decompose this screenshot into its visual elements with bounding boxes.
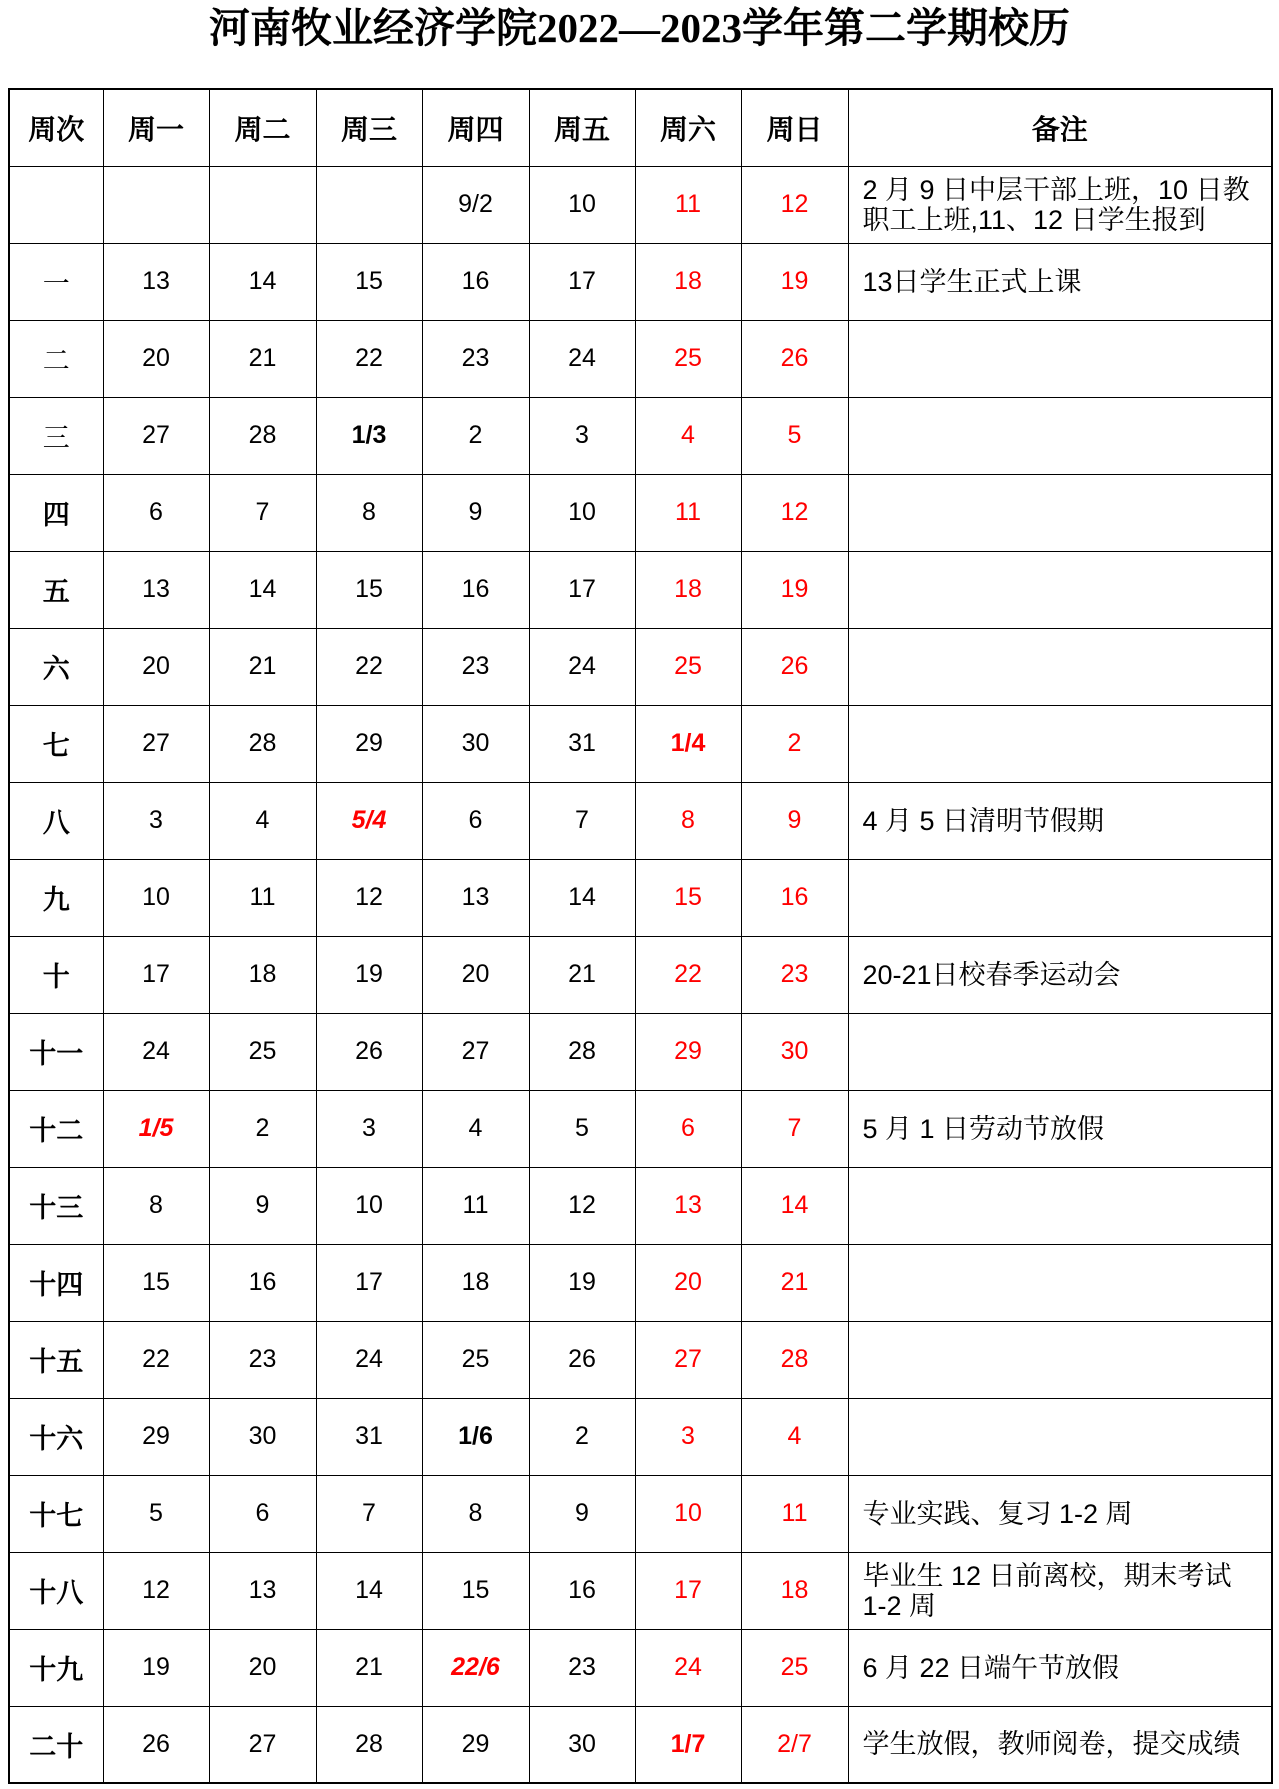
day-cell-mon: 15 [103,1244,209,1321]
day-cell-wed: 14 [316,1552,422,1629]
day-cell-thu: 16 [422,551,529,628]
day-cell-mon: 3 [103,782,209,859]
remark-cell: 2 月 9 日中层干部上班，10 日教职工上班,11、12 日学生报到 [848,166,1272,243]
remark-cell: 13日学生正式上课 [848,243,1272,320]
page-title: 河南牧业经济学院2022—2023学年第二学期校历 [209,5,1070,51]
header-sun: 周日 [741,89,848,166]
day-cell-thu: 2 [422,397,529,474]
day-cell-mon: 27 [103,397,209,474]
day-cell-mon: 19 [103,1629,209,1706]
day-cell-tue: 25 [209,1013,316,1090]
remark-cell [848,397,1272,474]
day-cell-wed: 31 [316,1398,422,1475]
day-cell-sun: 4 [741,1398,848,1475]
day-cell-mon: 20 [103,320,209,397]
day-cell-thu: 22/6 [422,1629,529,1706]
day-cell-tue: 27 [209,1706,316,1783]
day-cell-tue: 4 [209,782,316,859]
week-number-cell: 十四 [9,1244,103,1321]
week-row [9,1090,1272,1167]
day-cell-sun: 5 [741,397,848,474]
day-cell-fri: 3 [529,397,635,474]
day-cell-sat: 20 [635,1244,741,1321]
day-cell-mon: 13 [103,243,209,320]
remark-cell: 学生放假，教师阅卷，提交成绩 [848,1706,1272,1783]
day-cell-fri: 17 [529,243,635,320]
day-cell-mon: 13 [103,551,209,628]
week-number-cell: 十二 [9,1090,103,1167]
week-row [9,859,1272,936]
day-cell-sat: 18 [635,551,741,628]
week-row [9,1706,1272,1783]
day-cell-fri: 10 [529,474,635,551]
day-cell-sun: 12 [741,474,848,551]
week-number-cell: 九 [9,859,103,936]
day-cell-sun: 11 [741,1475,848,1552]
day-cell-fri: 7 [529,782,635,859]
day-cell-tue: 20 [209,1629,316,1706]
day-cell-sat: 10 [635,1475,741,1552]
day-cell-wed: 3 [316,1090,422,1167]
day-cell-mon: 6 [103,474,209,551]
day-cell-fri: 24 [529,628,635,705]
day-cell-thu: 30 [422,705,529,782]
day-cell-sat: 25 [635,628,741,705]
header-tue: 周二 [209,89,316,166]
day-cell-wed: 7 [316,1475,422,1552]
day-cell-mon: 29 [103,1398,209,1475]
day-cell-tue: 6 [209,1475,316,1552]
day-cell-wed: 17 [316,1244,422,1321]
remark-cell: 毕业生 12 日前离校，期末考试 1-2 周 [848,1552,1272,1629]
week-number-cell: 十一 [9,1013,103,1090]
header-mon: 周一 [103,89,209,166]
day-cell-wed: 19 [316,936,422,1013]
header-remark: 备注 [848,89,1272,166]
day-cell-mon: 20 [103,628,209,705]
day-cell-wed: 28 [316,1706,422,1783]
day-cell-wed: 12 [316,859,422,936]
day-cell-thu: 8 [422,1475,529,1552]
day-cell-tue: 2 [209,1090,316,1167]
day-cell-thu: 18 [422,1244,529,1321]
week-row [9,243,1272,320]
day-cell-fri: 26 [529,1321,635,1398]
day-cell-sat: 24 [635,1629,741,1706]
day-cell-wed: 26 [316,1013,422,1090]
day-cell-sun: 25 [741,1629,848,1706]
week-number-cell: 五 [9,551,103,628]
day-cell-mon: 26 [103,1706,209,1783]
day-cell-sat: 4 [635,397,741,474]
remark-cell: 专业实践、复习 1-2 周 [848,1475,1272,1552]
remark-cell [848,1167,1272,1244]
day-cell-sun: 16 [741,859,848,936]
remark-cell [848,628,1272,705]
week-number-cell: 十九 [9,1629,103,1706]
day-cell-sun: 21 [741,1244,848,1321]
day-cell-sun: 28 [741,1321,848,1398]
remark-cell [848,1244,1272,1321]
day-cell-sun: 19 [741,243,848,320]
day-cell-mon: 10 [103,859,209,936]
day-cell-sat: 1/7 [635,1706,741,1783]
day-cell-sat: 15 [635,859,741,936]
day-cell-sun: 2 [741,705,848,782]
day-cell-thu: 9/2 [422,166,529,243]
day-cell-thu: 23 [422,320,529,397]
week-row [9,474,1272,551]
week-row [9,628,1272,705]
day-cell-thu: 6 [422,782,529,859]
week-number-cell [9,166,103,243]
day-cell-sat: 29 [635,1013,741,1090]
day-cell-sat: 22 [635,936,741,1013]
day-cell-fri: 30 [529,1706,635,1783]
week-row [9,1398,1272,1475]
day-cell-sat: 13 [635,1167,741,1244]
day-cell-mon [103,166,209,243]
week-row [9,1552,1272,1629]
week-row [9,1167,1272,1244]
day-cell-sat: 17 [635,1552,741,1629]
week-number-cell: 十七 [9,1475,103,1552]
header-fri: 周五 [529,89,635,166]
header-week: 周次 [9,89,103,166]
day-cell-sat: 11 [635,166,741,243]
week-row [9,1475,1272,1552]
day-cell-sun: 26 [741,628,848,705]
day-cell-thu: 11 [422,1167,529,1244]
day-cell-tue: 28 [209,705,316,782]
week-number-cell: 三 [9,397,103,474]
day-cell-sat: 8 [635,782,741,859]
remark-cell: 20-21日校春季运动会 [848,936,1272,1013]
school-calendar-table [8,88,1273,1784]
day-cell-sun: 2/7 [741,1706,848,1783]
week-row [9,551,1272,628]
day-cell-fri: 14 [529,859,635,936]
day-cell-fri: 10 [529,166,635,243]
week-row [9,320,1272,397]
day-cell-sun: 26 [741,320,848,397]
day-cell-wed: 15 [316,243,422,320]
remark-cell: 4 月 5 日清明节假期 [848,782,1272,859]
day-cell-tue: 21 [209,320,316,397]
day-cell-mon: 27 [103,705,209,782]
day-cell-wed: 21 [316,1629,422,1706]
remark-cell [848,320,1272,397]
day-cell-sun: 14 [741,1167,848,1244]
day-cell-mon: 22 [103,1321,209,1398]
remark-cell [848,1321,1272,1398]
day-cell-sat: 3 [635,1398,741,1475]
week-number-cell: 七 [9,705,103,782]
week-number-cell: 六 [9,628,103,705]
day-cell-tue: 30 [209,1398,316,1475]
day-cell-fri: 2 [529,1398,635,1475]
day-cell-thu: 27 [422,1013,529,1090]
day-cell-tue [209,166,316,243]
week-number-cell: 十六 [9,1398,103,1475]
day-cell-wed: 22 [316,320,422,397]
day-cell-tue: 14 [209,551,316,628]
day-cell-sun: 18 [741,1552,848,1629]
week-number-cell: 十三 [9,1167,103,1244]
day-cell-mon: 8 [103,1167,209,1244]
day-cell-tue: 7 [209,474,316,551]
day-cell-fri: 21 [529,936,635,1013]
day-cell-sat: 18 [635,243,741,320]
day-cell-mon: 12 [103,1552,209,1629]
header-thu: 周四 [422,89,529,166]
remark-cell [848,1398,1272,1475]
day-cell-sun: 7 [741,1090,848,1167]
week-number-cell: 二 [9,320,103,397]
day-cell-wed [316,166,422,243]
remark-cell [848,551,1272,628]
header-sat: 周六 [635,89,741,166]
day-cell-thu: 13 [422,859,529,936]
week-row [9,1321,1272,1398]
week-row [9,1013,1272,1090]
day-cell-sun: 23 [741,936,848,1013]
day-cell-wed: 5/4 [316,782,422,859]
day-cell-fri: 5 [529,1090,635,1167]
day-cell-mon: 5 [103,1475,209,1552]
week-number-cell: 十八 [9,1552,103,1629]
day-cell-wed: 24 [316,1321,422,1398]
day-cell-mon: 24 [103,1013,209,1090]
day-cell-sat: 6 [635,1090,741,1167]
week-number-cell: 四 [9,474,103,551]
remark-cell: 6 月 22 日端午节放假 [848,1629,1272,1706]
week-number-cell: 八 [9,782,103,859]
day-cell-tue: 14 [209,243,316,320]
day-cell-sat: 11 [635,474,741,551]
day-cell-wed: 8 [316,474,422,551]
day-cell-thu: 9 [422,474,529,551]
header-wed: 周三 [316,89,422,166]
day-cell-fri: 16 [529,1552,635,1629]
day-cell-tue: 13 [209,1552,316,1629]
day-cell-thu: 23 [422,628,529,705]
day-cell-tue: 9 [209,1167,316,1244]
day-cell-fri: 31 [529,705,635,782]
day-cell-wed: 1/3 [316,397,422,474]
week-number-cell: 十五 [9,1321,103,1398]
day-cell-sun: 12 [741,166,848,243]
day-cell-fri: 23 [529,1629,635,1706]
day-cell-thu: 25 [422,1321,529,1398]
week-row [9,705,1272,782]
remark-cell [848,474,1272,551]
remark-cell [848,859,1272,936]
header-row [9,89,1272,166]
day-cell-thu: 29 [422,1706,529,1783]
remark-cell [848,705,1272,782]
day-cell-fri: 9 [529,1475,635,1552]
day-cell-tue: 28 [209,397,316,474]
day-cell-sun: 9 [741,782,848,859]
remark-cell [848,1013,1272,1090]
day-cell-sat: 27 [635,1321,741,1398]
day-cell-thu: 15 [422,1552,529,1629]
day-cell-thu: 1/6 [422,1398,529,1475]
day-cell-sun: 19 [741,551,848,628]
week-row [9,1244,1272,1321]
week-number-cell: 一 [9,243,103,320]
day-cell-fri: 28 [529,1013,635,1090]
day-cell-thu: 4 [422,1090,529,1167]
week-row [9,166,1272,243]
day-cell-sat: 1/4 [635,705,741,782]
day-cell-mon: 1/5 [103,1090,209,1167]
day-cell-sun: 30 [741,1013,848,1090]
day-cell-fri: 12 [529,1167,635,1244]
day-cell-fri: 17 [529,551,635,628]
day-cell-fri: 19 [529,1244,635,1321]
day-cell-sat: 25 [635,320,741,397]
day-cell-wed: 22 [316,628,422,705]
day-cell-tue: 11 [209,859,316,936]
day-cell-wed: 29 [316,705,422,782]
day-cell-thu: 20 [422,936,529,1013]
day-cell-fri: 24 [529,320,635,397]
day-cell-mon: 17 [103,936,209,1013]
day-cell-tue: 18 [209,936,316,1013]
day-cell-tue: 21 [209,628,316,705]
day-cell-wed: 15 [316,551,422,628]
day-cell-wed: 10 [316,1167,422,1244]
day-cell-tue: 16 [209,1244,316,1321]
week-row [9,1629,1272,1706]
day-cell-tue: 23 [209,1321,316,1398]
week-number-cell: 二十 [9,1706,103,1783]
week-row [9,397,1272,474]
week-number-cell: 十 [9,936,103,1013]
remark-cell: 5 月 1 日劳动节放假 [848,1090,1272,1167]
week-row [9,782,1272,859]
week-row [9,936,1272,1013]
day-cell-thu: 16 [422,243,529,320]
